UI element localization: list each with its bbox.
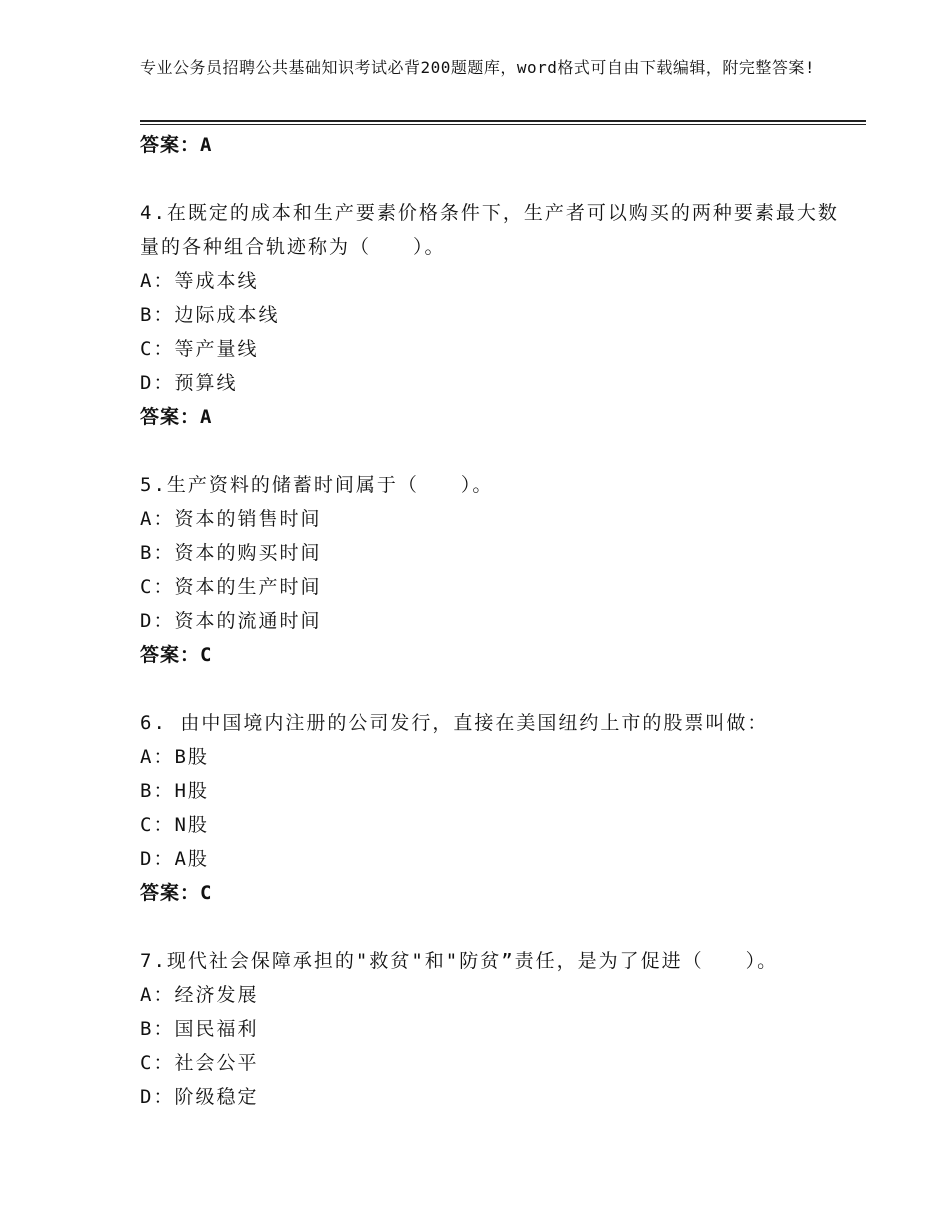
option-b: B：边际成本线 bbox=[140, 304, 280, 326]
answer-line: 答案：C bbox=[140, 644, 213, 666]
option-c: C：N股 bbox=[140, 814, 209, 836]
option-d: D：预算线 bbox=[140, 372, 238, 394]
header-rule-thin bbox=[140, 124, 866, 125]
question-block bbox=[140, 196, 840, 434]
option-c: C：资本的生产时间 bbox=[140, 576, 322, 598]
option-b: B：资本的购买时间 bbox=[140, 542, 322, 564]
option-a: A：B股 bbox=[140, 746, 209, 768]
answer-line: 答案：A bbox=[140, 406, 213, 428]
spacer bbox=[140, 910, 840, 944]
question-text: 7.现代社会保障承担的"救贫"和"防贫”责任，是为了促进（ ）。 bbox=[140, 950, 779, 972]
option-b: B：国民福利 bbox=[140, 1018, 259, 1040]
question-text: 4.在既定的成本和生产要素价格条件下，生产者可以购买的两种要素最大数量的各种组合轨迹称为（ ）。 bbox=[140, 202, 839, 258]
answer-line: 答案：A bbox=[140, 134, 213, 156]
question-block bbox=[140, 468, 840, 672]
question-text: 5.生产资料的储蓄时间属于（ ）。 bbox=[140, 474, 494, 496]
option-a: A：资本的销售时间 bbox=[140, 508, 322, 530]
option-d: D：资本的流通时间 bbox=[140, 610, 322, 632]
question-list bbox=[140, 128, 840, 1114]
option-c: C：社会公平 bbox=[140, 1052, 259, 1074]
answer-line: 答案：C bbox=[140, 882, 213, 904]
spacer bbox=[140, 434, 840, 468]
option-d: D：A股 bbox=[140, 848, 209, 870]
question-block bbox=[140, 944, 840, 1114]
option-a: A：经济发展 bbox=[140, 984, 259, 1006]
question-block bbox=[140, 706, 840, 910]
spacer bbox=[140, 162, 840, 196]
page-header: 专业公务员招聘公共基础知识考试必背200题题库，word格式可自由下载编辑，附完整答案! bbox=[140, 58, 816, 77]
option-b: B：H股 bbox=[140, 780, 209, 802]
option-a: A：等成本线 bbox=[140, 270, 259, 292]
question-text: 6. 由中国境内注册的公司发行，直接在美国纽约上市的股票叫做： bbox=[140, 712, 769, 734]
option-d: D：阶级稳定 bbox=[140, 1086, 259, 1108]
spacer bbox=[140, 672, 840, 706]
header-rule-thick bbox=[140, 120, 866, 122]
option-c: C：等产量线 bbox=[140, 338, 259, 360]
